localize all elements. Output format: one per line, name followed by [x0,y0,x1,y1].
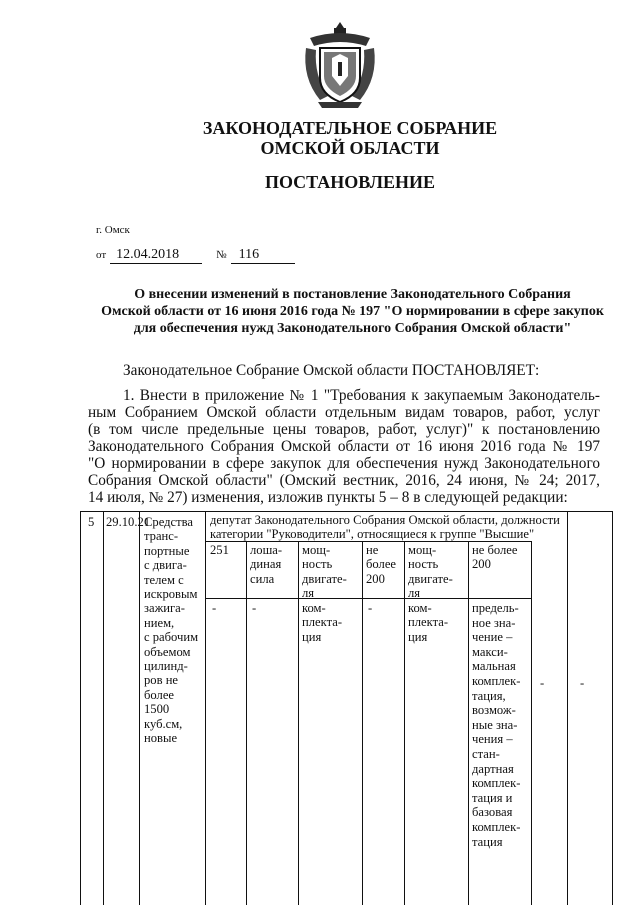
cell-unit: - [252,601,257,615]
preamble: Законодательное Собрание Омской области ПОСТАНОВЛЯЕТ: [123,362,540,379]
cell-value: - [368,601,373,615]
cell-characteristic-2: мощ- ность двигате- ля [408,543,453,601]
cell-number: 5 [88,515,95,529]
title-line1: О внесении изменений в постановление Законодательного Собрания [134,287,571,302]
cell-dash: - [540,676,545,690]
cell-value-2: не более 200 [472,543,518,572]
title-line2: Омской области от 16 июня 2016 года № 197 "О нормировании в сфере закупок [101,304,604,319]
cell-unit: лоша- диная сила [250,543,283,586]
body-line: Законодательного Собрания Омской области от 16 июня 2016 года № 197 [88,438,600,455]
cell-okpd-code: 29.10.21 [106,515,151,529]
body-line: ным Собранием Омской области отдельным видам товаров, работ, услуг [88,404,600,421]
cell-okei-code: - [212,601,217,615]
cell-okei-code: 251 [210,543,229,557]
body-line: Собрания Омской области" (Омский вестник, 2016, 24 июня, № 24; 2017, [88,472,600,489]
cell-dash: - [580,676,585,690]
body-line: 14 июля, № 27) изменения, изложив пункты 5 – 8 в следующей редакции: [88,489,568,506]
cell-group-header: депутат Законодательного Собрания Омской области, должности категории "Руководители", относящиеся к группе "Высшие" [210,513,560,542]
table-border-top [80,511,612,512]
title-line3: для обеспечения нужд Законодательного Собрания Омской области" [133,321,572,336]
table-column-divider [531,541,532,905]
cell-characteristic: ком- плекта- ция [302,601,343,644]
org-name-line2: ОМСКОЙ ОБЛАСТИ [260,138,440,158]
document-type: ПОСТАНОВЛЕНИЕ [264,172,436,192]
table-column-divider [246,541,247,905]
table-column-divider [468,541,469,905]
cell-characteristic: мощ- ность двигате- ля [302,543,347,601]
date-value: 12.04.2018 [110,247,202,264]
cell-item-name: Средства транс- портные с двига- телем с искровым зажига- нием, с рабочим объемом цилинд- ров не более 1500 куб.см, новые [144,515,199,746]
table-column-divider [298,541,299,905]
table-border-right [612,511,613,905]
table-row-divider [205,598,531,599]
number-prefix: № [216,249,227,261]
number-value: 116 [231,247,295,264]
table-column-divider [139,511,140,905]
table-column-divider [567,511,568,905]
cell-characteristic-2: ком- плекта- ция [408,601,449,644]
table-column-divider [103,511,104,905]
cell-value: не более 200 [366,543,397,586]
date-prefix: от [96,249,107,261]
table-column-divider [404,541,405,905]
table-border-left [80,511,81,905]
body-line: "О нормировании в сфере закупок для обеспечения нужд Законодательного [88,455,600,472]
place: г. Омск [96,224,130,236]
body-line: (в том числе предельные цены товаров, работ, услуг)" к постановлению [88,421,600,438]
table-column-divider [205,511,206,905]
org-name-line1: ЗАКОНОДАТЕЛЬНОЕ СОБРАНИЕ [202,118,498,138]
table-column-divider [362,541,363,905]
body-line: 1. Внести в приложение № 1 "Требования к закупаемым Законодатель- [123,387,600,404]
cell-value-2: предель- ное зна- чение – макси- мальная комплек- тация, возмож- ные зна- чения – стан- дартная комплек- тация и базовая комплек- тация [472,601,521,849]
